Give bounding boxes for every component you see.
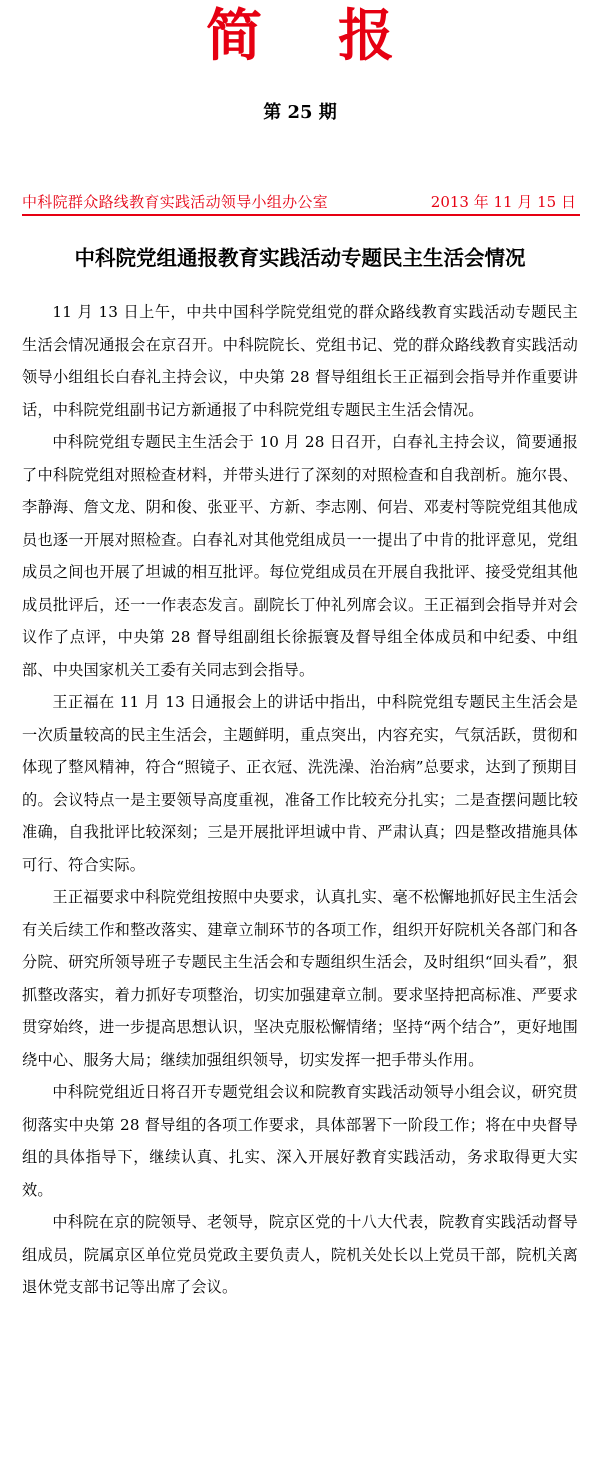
sender-line xyxy=(22,190,578,214)
body-paragraph-2: 中科院党组专题民主生活会于 10 月 28 日召开，白春礼主持会议，简要通报了中科院党组对照检查材料，并带头进行了深刻的对照检查和自我剖析。施尔畏、李静海、詹文龙、阴和俊、张亚平、方新、李志刚、何岩、邓麦村等院党组其他成员也逐一开展对照检查。白春礼对其他党组成员一一提出了中肯的批评意见，党组成员之间也开展了坦诚的相互批评。每位党组成员在开展自我批评、接受党组其他成员批评后，还一一作表态发言。副院长丁仲礼列席会议。王正福到会指导并对会议作了点评，中央第 28 督导组副组长徐振寰及督导组全体成员和中纪委、中组部、中央国家机关工委有关同志到会指导。 xyxy=(22,433,578,679)
body-paragraph-6: 中科院在京的院领导、老领导，院京区党的十八大代表，院教育实践活动督导组成员，院属京区单位党员党政主要负责人，院机关处长以上党员干部，院机关离退休党支部书记等出席了会议。 xyxy=(22,1213,578,1296)
body-paragraph-5: 中科院党组近日将召开专题党组会议和院教育实践活动领导小组会议，研究贯彻落实中央第 28 督导组的各项工作要求，具体部署下一阶段工作；将在中央督导组的具体指导下，继续认真、扎实、深入开展好教育实践活动，务求取得更大实效。 xyxy=(22,1083,578,1199)
masthead-title: 简报 xyxy=(206,4,470,69)
article-body xyxy=(22,296,578,1304)
sender-organization: 中科院群众路线教育实践活动领导小组办公室 xyxy=(22,193,329,211)
red-divider-line xyxy=(22,214,580,216)
body-paragraph-3: 王正福在 11 月 13 日通报会上的讲话中指出，中科院党组专题民主生活会是一次质量较高的民主生活会，主题鲜明，重点突出，内容充实，气氛活跃，贯彻和体现了整风精神，符合“照镜子、正衣冠、洗洗澡、治治病”总要求，达到了预期目的。会议特点一是主要领导高度重视，准备工作比较充分扎实；二是查摆问题比较准确，自我批评比较深刻；三是开展批评坦诚中肯、严肃认真；四是整改措施具体可行、符合实际。 xyxy=(22,693,578,874)
body-paragraph-1: 11 月 13 日上午，中共中国科学院党组党的群众路线教育实践活动专题民主生活会情况通报会在京召开。中科院院长、党组书记、党的群众路线教育实践活动领导小组组长白春礼主持会议，中央第 28 督导组组长王正福到会指导并作重要讲话，中科院党组副书记方新通报了中科院党组专题民主生活会情况。 xyxy=(22,303,578,419)
issue-number: 第 25 期 xyxy=(263,102,337,123)
masthead xyxy=(0,0,600,80)
body-paragraph-4: 王正福要求中科院党组按照中央要求，认真扎实、毫不松懈地抓好民主生活会有关后续工作和整改落实、建章立制环节的各项工作，组织开好院机关各部门和各分院、研究所领导班子专题民主生活会和专题组织生活会，及时组织“回头看”，狠抓整改落实，着力抓好专项整治，切实加强建章立制。要求坚持把高标准、严要求贯穿始终，进一步提高思想认识，坚决克服松懈情绪；坚持“两个结合”，更好地围绕中心、服务大局；继续加强组织领导，切实发挥一把手带头作用。 xyxy=(22,888,578,1069)
article-title: 中科院党组通报教育实践活动专题民主生活会情况 xyxy=(74,246,526,270)
issue-date: 2013 年 11 月 15 日 xyxy=(430,193,576,211)
